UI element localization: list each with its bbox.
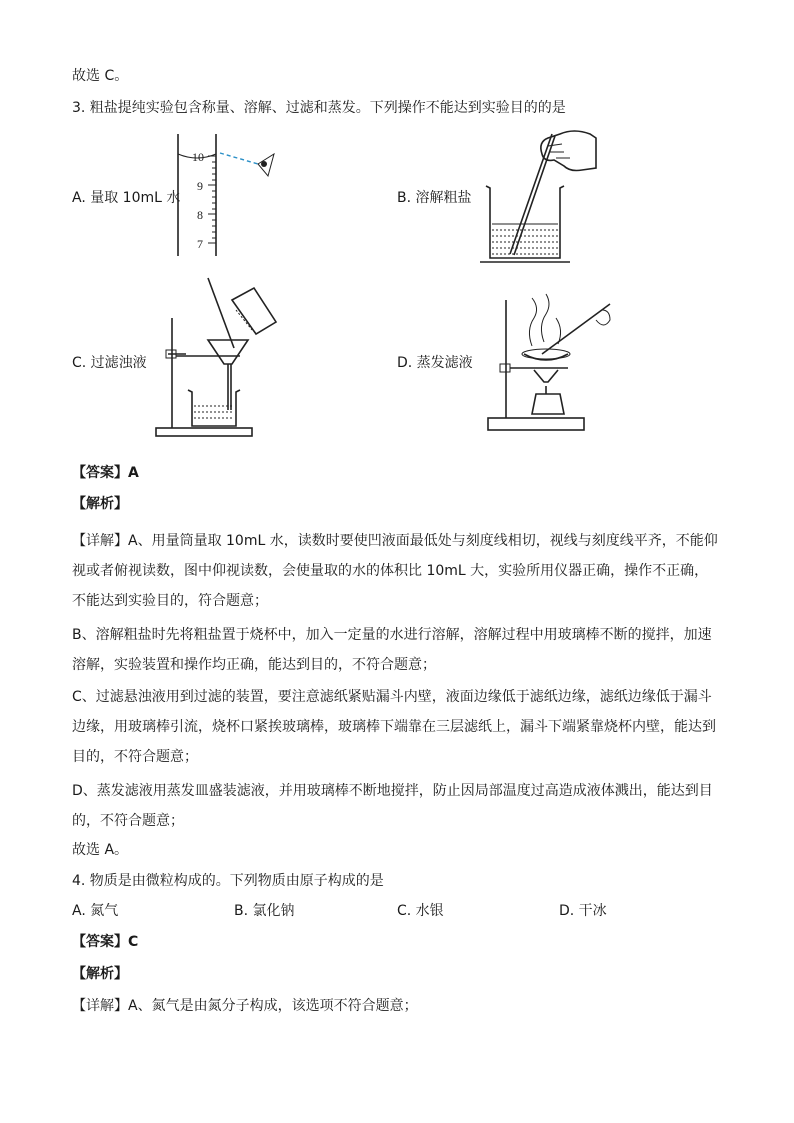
q4-answer: 【答案】C	[72, 934, 139, 950]
evaporation-figure	[486, 290, 616, 436]
q2-conclusion: 故选 C。	[72, 68, 129, 84]
q4-option-c: C. 水银	[397, 903, 444, 919]
q3-detail-c: C、过滤悬浊液用到过滤的装置，要注意滤纸紧贴漏斗内壁，液面边缘低于滤纸边缘，滤纸边缘低于漏斗边缘，用玻璃棒引流，烧杯口紧挨玻璃棒，玻璃棒下端靠在三层滤纸上，漏斗下端紧靠烧杯内壁，能达到目的，不符合题意；	[72, 689, 716, 765]
q4-option-a: A. 氮气	[72, 903, 119, 919]
tick-label-10: 10	[192, 150, 204, 164]
q3-option-b: B. 溶解粗盐	[397, 190, 472, 206]
q3-option-c: C. 过滤浊液	[72, 355, 147, 371]
q3-option-d: D. 蒸发滤液	[397, 355, 473, 371]
pouring-beaker-icon	[232, 288, 276, 334]
alcohol-lamp-icon	[532, 386, 564, 414]
q4-stem: 4. 物质是由微粒构成的。下列物质由原子构成的是	[72, 873, 384, 889]
q3-detail-d: D、蒸发滤液用蒸发皿盛装滤液，并用玻璃棒不断地搅拌，防止因局部温度过高造成液体溅出，能达到目的，不符合题意；	[72, 783, 713, 829]
q3-detail-a: 【详解】A、用量筒量取 10mL 水，读数时要使凹液面最低处与刻度线相切，视线与刻度线平齐，不能仰视或者俯视读数，图中仰视读数，会使量取的水的体积比 10mL 大，实验所用仪器正确，操作不正确，不能达到实验目的，符合题意；	[72, 533, 718, 609]
q3-analysis-title: 【解析】	[72, 496, 128, 512]
dissolving-beaker-figure	[478, 124, 608, 264]
tick-label-7: 7	[197, 237, 203, 251]
q4-option-b: B. 氯化钠	[234, 903, 295, 919]
q3-answer: 【答案】A	[72, 465, 139, 481]
q3-option-a: A. 量取 10mL 水	[72, 190, 181, 206]
eye-icon	[258, 154, 274, 176]
q4-detail-a: 【详解】A、氮气是由氮分子构成，该选项不符合题意；	[72, 998, 418, 1014]
q4-analysis-title: 【解析】	[72, 966, 128, 982]
filtration-figure	[152, 278, 282, 440]
q4-option-d: D. 干冰	[559, 903, 607, 919]
q3-detail-b: B、溶解粗盐时先将粗盐置于烧杯中，加入一定量的水进行溶解，溶解过程中用玻璃棒不断的搅拌，加速溶解，实验装置和操作均正确，能达到目的，不符合题意；	[72, 627, 712, 673]
tick-label-8: 8	[197, 208, 203, 222]
graduated-cylinder-figure	[170, 132, 290, 262]
tick-label-9: 9	[197, 179, 203, 193]
q3-stem: 3. 粗盐提纯实验包含称量、溶解、过滤和蒸发。下列操作不能达到实验目的的是	[72, 100, 566, 116]
q3-conclusion: 故选 A。	[72, 842, 129, 858]
